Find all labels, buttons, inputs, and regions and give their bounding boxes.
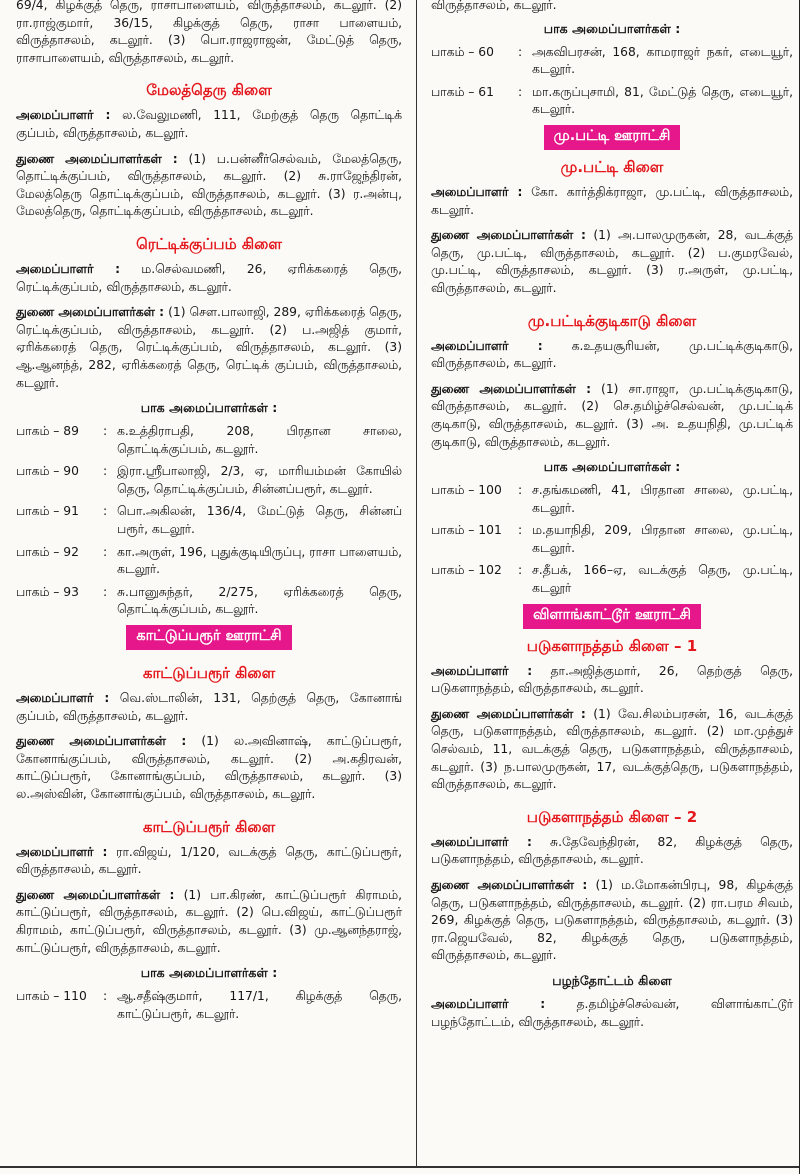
deputy-text: (1) அ.பாலமுருகன், 28, வடக்குத் தெரு, மு.பட்டி, விருத்தாசலம், கடலூர். (2) ப.குமரவேல், மு.பட்டி, விருத்தாசலம், கடலூர். (3) ர.அருள், மு.பட்டி, விருத்தாசலம், கடலூர். (431, 228, 793, 295)
booth-heading: பாக அமைப்பாளர்கள் : (543, 459, 681, 475)
organizer-text: வெ.ஸ்டாலின், 131, தெற்குத் தெரு, கோனாங் குப்பம், விருத்தாசலம், கடலூர். (16, 691, 402, 723)
booth-row: பாகம் – 89 : க.உத்திராபதி, 208, பிரதான சாலை, தொட்டிக்குப்பம், கடலூர். (16, 423, 402, 458)
organizer-text: கோ. கார்த்திக்ராஜா, மு.பட்டி, விருத்தாசலம், கடலூர். (431, 184, 793, 217)
booth-number: பாகம் – 90 (16, 464, 79, 479)
organizer-para (431, 996, 793, 1031)
booth-row: பாகம் – 90 : இரா.ஸ்ரீபாலாஜி, 2/3, ஏ, மாரியம்மன் கோயில் தெரு, தொட்டிக்குப்பம், சின்னப்பரூர், கடலூர். (16, 463, 402, 498)
organizer-para (431, 834, 793, 869)
organizer-label: அமைப்பாளர் : (431, 338, 543, 353)
organizer-para (431, 184, 793, 219)
right-column (431, 0, 793, 1039)
deputy-label: துணை அமைப்பாளர்கள் : (431, 878, 588, 892)
deputy-text: (1) ம.மோகன்பிரபு, 98, கிழக்குத் தெரு, படுகளாநத்தம், விருத்தாசலம், கடலூர். (2) ரா.பரம சிவம், 269, கிழக்குத் தெரு, படுகளாநத்தம், விருத்தாசலம், கடலூர். (3) ரா.ஜெயவேல், 82, கிழக்குத் தெரு, படுகளாநத்தம், விருத்தாசலம், கடலூர். (431, 878, 793, 963)
booth-number: பாகம் – 61 (431, 84, 494, 99)
banner-wrap (431, 125, 793, 150)
deputy-para (16, 151, 402, 221)
booth-row: பாகம் – 61 : மா.கருப்புசாமி, 81, மேட்டுத் தெரு, எடையூர், கடலூர். (431, 84, 793, 119)
organizer-label: அமைப்பாளர் : (431, 834, 532, 849)
deputy-para (431, 706, 793, 794)
panchayat-banner: காட்டுப்பரூர் ஊராட்சி (126, 625, 291, 650)
deputy-para (16, 887, 402, 957)
organizer-label: அமைப்பாளர் : (431, 663, 533, 678)
booth-row: பாகம் – 92 : கா.அருள், 196, புதுக்குடியிருப்பு, ராசா பாளையம், கடலூர். (16, 544, 402, 579)
deputy-para (16, 304, 402, 392)
deputy-text: (1) சா.ராஜா, மு.பட்டிக்குடிகாடு, விருத்தாசலம், கடலூர். (2) செ.தமிழ்ச்செல்வன், மு.பட்டிக் குடிகாடு, விருத்தாசலம், கடலூர். (3) அ. உதயநிதி, மு.பட்டிக் குடிகாடு, விருத்தாசலம், கடலூர். (431, 381, 793, 449)
deputy-text: (1) ல.அவினாஷ், காட்டுப்பரூர், கோனாங்குப்பம், விருத்தாசலம், கடலூர். (2) அ.கதிரவன், காட்டுப்பரூர், கோனாங்குப்பம், விருத்தாசலம், கடலூர். (3) ல.அஸ்வின், கோனாங்குப்பம், விருத்தாசலம், கடலூர். (16, 734, 402, 801)
section-title: ரெட்டிக்குப்பம் கிளை (136, 234, 282, 253)
section-title: காட்டுப்பரூர் கிளை (142, 817, 276, 836)
booth-text: இரா.ஸ்ரீபாலாஜி, 2/3, ஏ, மாரியம்மன் கோயில் தெரு, தொட்டிக்குப்பம், சின்னப்பரூர், கடலூர். (117, 464, 402, 496)
organizer-para (16, 261, 402, 296)
booth-heading: பாக அமைப்பாளர்கள் : (140, 400, 278, 416)
organizer-text: த.தமிழ்ச்செல்வன், விளாங்காட்டூர் பழந்தோட்டம், விருத்தாசலம், கடலூர். (431, 996, 793, 1029)
booth-text: சு.பானுசுந்தர், 2/275, ஏரிக்கரைத் தெரு, தொட்டிக்குப்பம், கடலூர். (117, 584, 402, 617)
booth-text: கா.அருள், 196, புதுக்குடியிருப்பு, ராசா பாளையம், கடலூர். (117, 544, 402, 577)
booth-row: பாகம் – 93 : சு.பானுசுந்தர், 2/275, ஏரிக்கரைத் தெரு, தொட்டிக்குப்பம், கடலூர். (16, 584, 402, 619)
right-intro: விருத்தாசலம், கடலூர். (431, 0, 557, 12)
deputy-text: (1) ப.பன்னீர்செல்வம், மேலத்தெரு, தொட்டிக்குப்பம், விருத்தாசலம், கடலூர். (2) சு.ராஜேந்திரன், மேலத்தெரு தொட்டிக்குப்பம், விருத்தாசலம், கடலூர். (3) ர.அன்பு, மேலத்தெரு, தொட்டிக்குப்பம், விருத்தாசலம், கடலூர். (16, 151, 402, 219)
booth-text: ச.தங்கமணி, 41, பிரதான சாலை, மு.பட்டி, கடலூர். (532, 483, 793, 515)
left-intro: 69/4, கிழக்குத் தெரு, ராசாபாளையம், விருத்தாசலம், கடலூர். (2) ரா.ராஜ்குமார், 36/15, கிழக்குத் தெரு, ராசா பாளையம், விருத்தாசலம், கடலூர். (3) பொ.ராஜராஜன், மேட்டுத் தெரு, ராசாபாளையம், விருத்தாசலம், கடலூர். (16, 0, 402, 65)
deputy-text: (1) பா.கிரண், காட்டுப்பரூர் கிராமம், காட்டுப்பரூர், விருத்தாசலம், கடலூர். (2) பெ.விஜய், காட்டுப்பரூர் கிராமம், காட்டுப்பரூர், விருத்தாசலம், கடலூர். (3) மு.ஆனந்தராஜ், காட்டுப்பரூர், விருத்தாசலம், கடலூர். (16, 887, 402, 955)
booth-heading: பாக அமைப்பாளர்கள் : (543, 20, 681, 36)
booth-text: ம.தயாநிதி, 209, பிரதான சாலை, மு.பட்டி, கடலூர். (532, 523, 793, 555)
section-title: மு.பட்டி கிளை (560, 157, 664, 176)
booth-number: பாகம் – 93 (16, 584, 79, 599)
booth-number: பாகம் – 91 (16, 504, 79, 519)
deputy-label: துணை அமைப்பாளர்கள் : (16, 151, 178, 166)
booth-row: பாகம் – 110 : ஆ.சதீஷ்குமார், 117/1, கிழக்குத் தெரு, காட்டுப்பரூர், கடலூர். (16, 988, 402, 1023)
booth-number: பாகம் – 89 (16, 424, 79, 439)
organizer-para (431, 338, 793, 373)
organizer-label: அமைப்பாளர் : (431, 184, 523, 199)
booth-text: ஆ.சதீஷ்குமார், 117/1, கிழக்குத் தெரு, காட்டுப்பரூர், கடலூர். (117, 989, 402, 1021)
organizer-text: ல.வேலுமணி, 111, மேற்குத் தெரு தொட்டிக் குப்பம், விருத்தாசலம், கடலூர். (16, 108, 402, 140)
booth-text: பொ.அகிலன், 136/4, மேட்டுத் தெரு, சின்னப் பரூர், கடலூர். (117, 504, 402, 537)
deputy-label: துணை அமைப்பாளர்கள் : (431, 706, 586, 721)
organizer-para (16, 690, 402, 725)
booth-row: பாகம் – 91 : பொ.அகிலன், 136/4, மேட்டுத் தெரு, சின்னப் பரூர், கடலூர். (16, 503, 402, 538)
booth-number: பாகம் – 92 (16, 544, 79, 559)
deputy-para (431, 227, 793, 297)
deputy-para (431, 877, 793, 965)
booth-text: ச.தீபக், 166–ஏ, வடக்குத் தெரு, மு.பட்டி, கடலூர் (532, 563, 793, 596)
deputy-label: துணை அமைப்பாளர்கள் : (431, 228, 586, 243)
banner-wrap (431, 604, 793, 629)
booth-row: பாகம் – 100 : ச.தங்கமணி, 41, பிரதான சாலை, மு.பட்டி, கடலூர். (431, 482, 793, 517)
booth-heading: பாக அமைப்பாளர்கள் : (140, 965, 278, 981)
booth-number: பாகம் – 110 (16, 989, 87, 1004)
organizer-label: அமைப்பாளர் : (16, 261, 121, 276)
organizer-text: க.உதயசூரியன், மு.பட்டிக்குடிகாடு, விருத்தாசலம், கடலூர். (431, 338, 793, 371)
organizer-text: தா.அஜித்குமார், 26, தெற்குத் தெரு, படுகளாநத்தம், விருத்தாசலம், கடலூர். (431, 663, 793, 696)
booth-number: பாகம் – 100 (431, 483, 502, 498)
deputy-label: துணை அமைப்பாளர்கள் : (16, 305, 165, 320)
deputy-label: துணை அமைப்பாளர்கள் : (431, 381, 592, 396)
organizer-text: ம.செல்வமணி, 26, ஏரிக்கரைத் தெரு, ரெட்டிக்குப்பம், விருத்தாசலம், கடலூர். (16, 261, 402, 294)
booth-number: பாகம் – 101 (431, 523, 502, 538)
section-title: படுகளாநத்தம் கிளை – 2 (526, 807, 698, 826)
banner-wrap (16, 625, 402, 650)
deputy-para (431, 381, 793, 451)
booth-row: பாகம் – 101 : ம.தயாநிதி, 209, பிரதான சாலை, மு.பட்டி, கடலூர். (431, 522, 793, 557)
organizer-label: அமைப்பாளர் : (16, 691, 110, 706)
bottom-rule (0, 1166, 799, 1168)
section-title: மு.பட்டிக்குடிகாடு கிளை (527, 311, 697, 330)
booth-text: க.உத்திராபதி, 208, பிரதான சாலை, தொட்டிக்குப்பம், கடலூர். (117, 424, 402, 456)
section-title: மேலத்தெரு கிளை (146, 81, 272, 100)
organizer-label: அமைப்பாளர் : (16, 108, 111, 123)
booth-number: பாகம் – 60 (431, 44, 494, 59)
organizer-para (16, 107, 402, 142)
booth-text: மா.கருப்புசாமி, 81, மேட்டுத் தெரு, எடையூர், கடலூர். (532, 84, 793, 117)
organizer-para (431, 663, 793, 698)
booth-row: பாகம் – 60 : அகவிபரசன், 168, காமராஜர் நகர், எடையூர், கடலூர். (431, 44, 793, 79)
section-title: காட்டுப்பரூர் கிளை (142, 664, 276, 683)
organizer-label: அமைப்பாளர் : (431, 996, 546, 1011)
section-title: படுகளாநத்தம் கிளை – 1 (526, 636, 698, 655)
booth-row: பாகம் – 102 : ச.தீபக், 166–ஏ, வடக்குத் தெரு, மு.பட்டி, கடலூர் (431, 562, 793, 597)
deputy-label: துணை அமைப்பாளர்கள் : (16, 734, 187, 749)
booth-text: அகவிபரசன், 168, காமராஜர் நகர், எடையூர், கடலூர். (532, 44, 793, 77)
left-column (16, 0, 402, 1028)
organizer-text: சு.தேவேந்திரன், 82, கிழக்குத் தெரு, படுகளாநத்தம், விருத்தாசலம், கடலூர். (431, 834, 793, 867)
organizer-text: ரா.விஜய், 1/120, வடக்குத் தெரு, காட்டுப்பரூர், விருத்தாசலம், கடலூர். (16, 844, 402, 877)
panchayat-banner: மு.பட்டி ஊராட்சி (544, 125, 681, 150)
column-divider (416, 0, 417, 1166)
panchayat-banner: விளாங்காட்டூர் ஊராட்சி (523, 604, 701, 629)
deputy-text: (1) வே.சிலம்பரசன், 16, வடக்குத் தெரு, படுகளாநத்தம், விருத்தாசலம், கடலூர். (2) மா.முத்துச் செல்வம், 11, வடக்குத் தெரு, படுகளாநத்தம், விருத்தாசலம், கடலூர். (3) ந.பாலமுருகன், 17, வடக்குத்தெரு, படுகளாநத்தம், விருத்தாசலம், கடலூர். (431, 706, 793, 792)
organizer-para (16, 844, 402, 879)
booth-number: பாகம் – 102 (431, 563, 502, 578)
deputy-text: (1) சௌ.பாலாஜி, 289, ஏரிக்கரைத் தெரு, ரெட்டிக்குப்பம், விருத்தாசலம், கடலூர். (2) ப.அஜித் குமார், ஏரிக்கரைத் தெரு, ரெட்டிக்குப்பம், விருத்தாசலம், கடலூர். (3) ஆ.ஆனந்த், 282, ஏரிக்கரைத் தெரு, ரெட்டிக் குப்பம், விருத்தாசலம், கடலூர். (16, 305, 402, 390)
organizer-label: அமைப்பாளர் : (16, 844, 108, 859)
deputy-label: துணை அமைப்பாளர்கள் : (16, 887, 175, 902)
section-title: பழந்தோட்டம் கிளை (552, 972, 672, 988)
deputy-para (16, 733, 402, 803)
